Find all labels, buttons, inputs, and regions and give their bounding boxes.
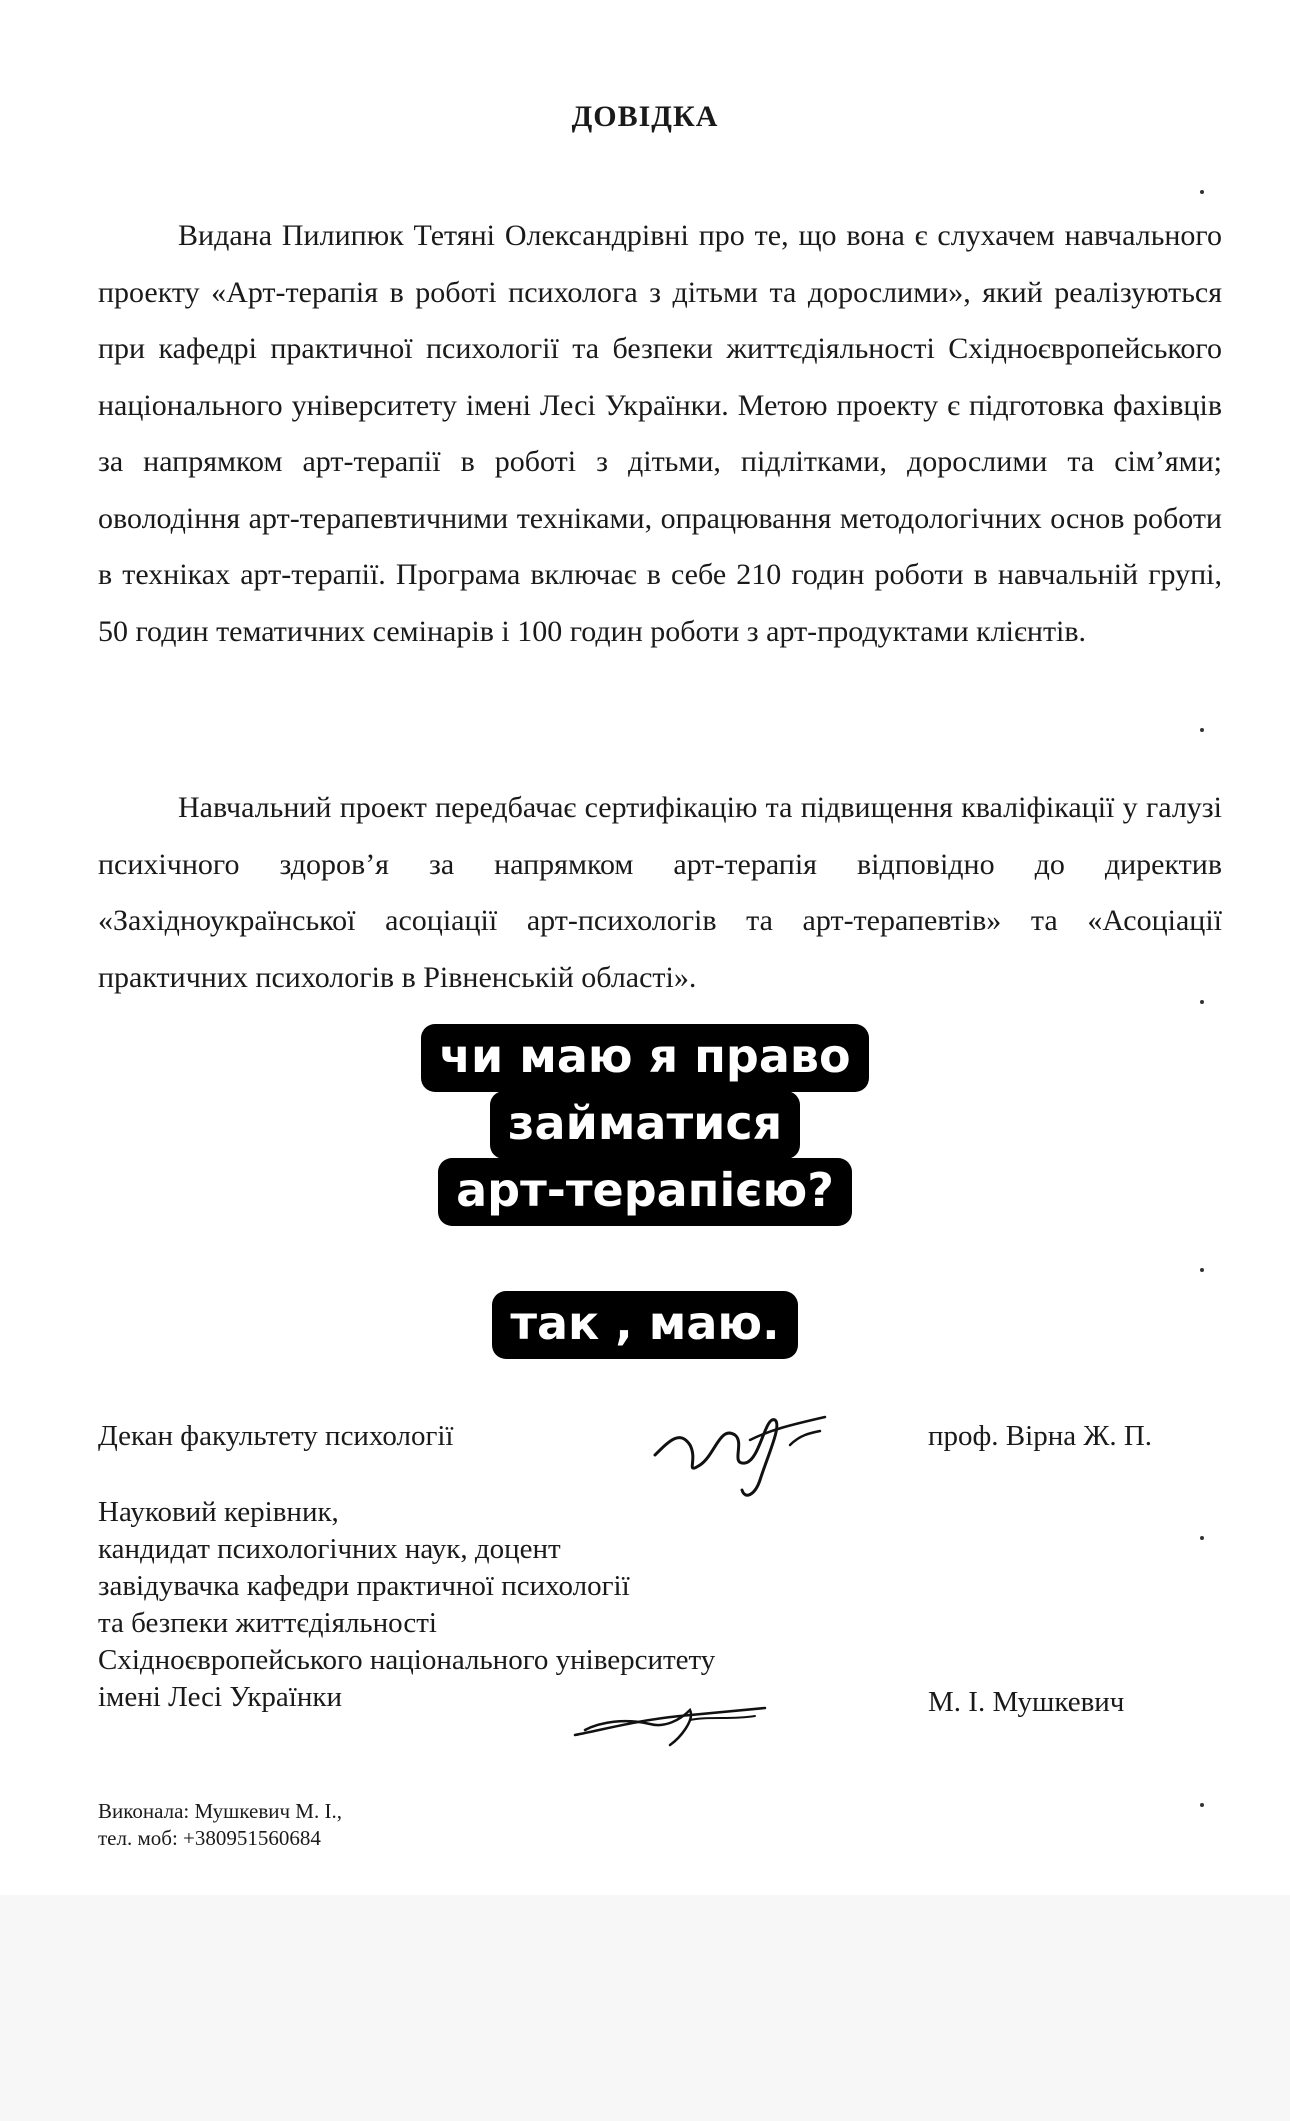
document-title: ДОВІДКА	[571, 100, 719, 133]
footer-executor: Виконала: Мушкевич М. І.,	[98, 1799, 342, 1823]
document-paragraph-1: Видана Пилипюк Тетяні Олександрівні про те, що вона є слухачем навчального проекту «Арт-терапія в роботі психолога з дітьми та дорослими», який реалізуються при кафедрі практичної психології та безпеки життєдіяльності Східноєвропейського національного університету імені Лесі Українки. Метою проекту є підготовка фахівців за напрямком арт-терапії в роботі з дітьми, підлітками, дорослими та сім’ями; оволодіння арт-терапевтичними техніками, опрацювання методологічних основ роботи в техніках арт-терапії. Програма включає в себе 210 годин роботи в навчальній групі, 50 годин тематичних семінарів і 100 годин роботи з арт-продуктами клієнтів.	[98, 219, 1222, 648]
dean-signature	[650, 1385, 840, 1505]
supervisor-line: та безпеки життєдіяльності	[98, 1607, 437, 1639]
scan-speck	[1200, 728, 1204, 732]
footer-phone: тел. моб: +380951560684	[98, 1826, 321, 1850]
scan-speck	[1200, 1268, 1204, 1272]
document-paragraph-2: Навчальний проект передбачає сертифікацію та підвищення кваліфікації у галузі психічного здоров’я за напрямком арт-терапія відповідно до директив «Західноукраїнської асоціації арт-психологів та арт-терапевтів» та «Асоціації практичних психологів в Рівненській області».	[98, 791, 1222, 994]
supervisor-signature	[570, 1690, 770, 1750]
question-line-1: чи маю я право	[0, 1024, 1290, 1092]
scan-speck	[1200, 190, 1204, 194]
answer-caption: так , маю.	[0, 1291, 1290, 1359]
supervisor-block	[98, 1494, 715, 1716]
supervisor-line: Науковий керівник,	[98, 1496, 339, 1528]
supervisor-line: завідувачка кафедри практичної психології	[98, 1570, 630, 1602]
supervisor-line: Східноєвропейського національного університету	[98, 1644, 716, 1676]
question-line-3: арт-терапією?	[0, 1158, 1290, 1226]
scan-speck	[1200, 1803, 1204, 1807]
dean-label: Декан факультету психології	[98, 1420, 454, 1452]
dean-name: проф. Вірна Ж. П.	[928, 1420, 1153, 1452]
question-line-2: займатися	[0, 1091, 1290, 1159]
supervisor-line: імені Лесі Українки	[98, 1681, 342, 1713]
document-footer	[98, 1798, 342, 1852]
story-background	[0, 1895, 1290, 2121]
supervisor-line: кандидат психологічних наук, доцент	[98, 1533, 561, 1565]
scan-speck	[1200, 1536, 1204, 1540]
supervisor-name: М. І. Мушкевич	[928, 1686, 1125, 1718]
scan-speck	[1200, 1000, 1204, 1004]
